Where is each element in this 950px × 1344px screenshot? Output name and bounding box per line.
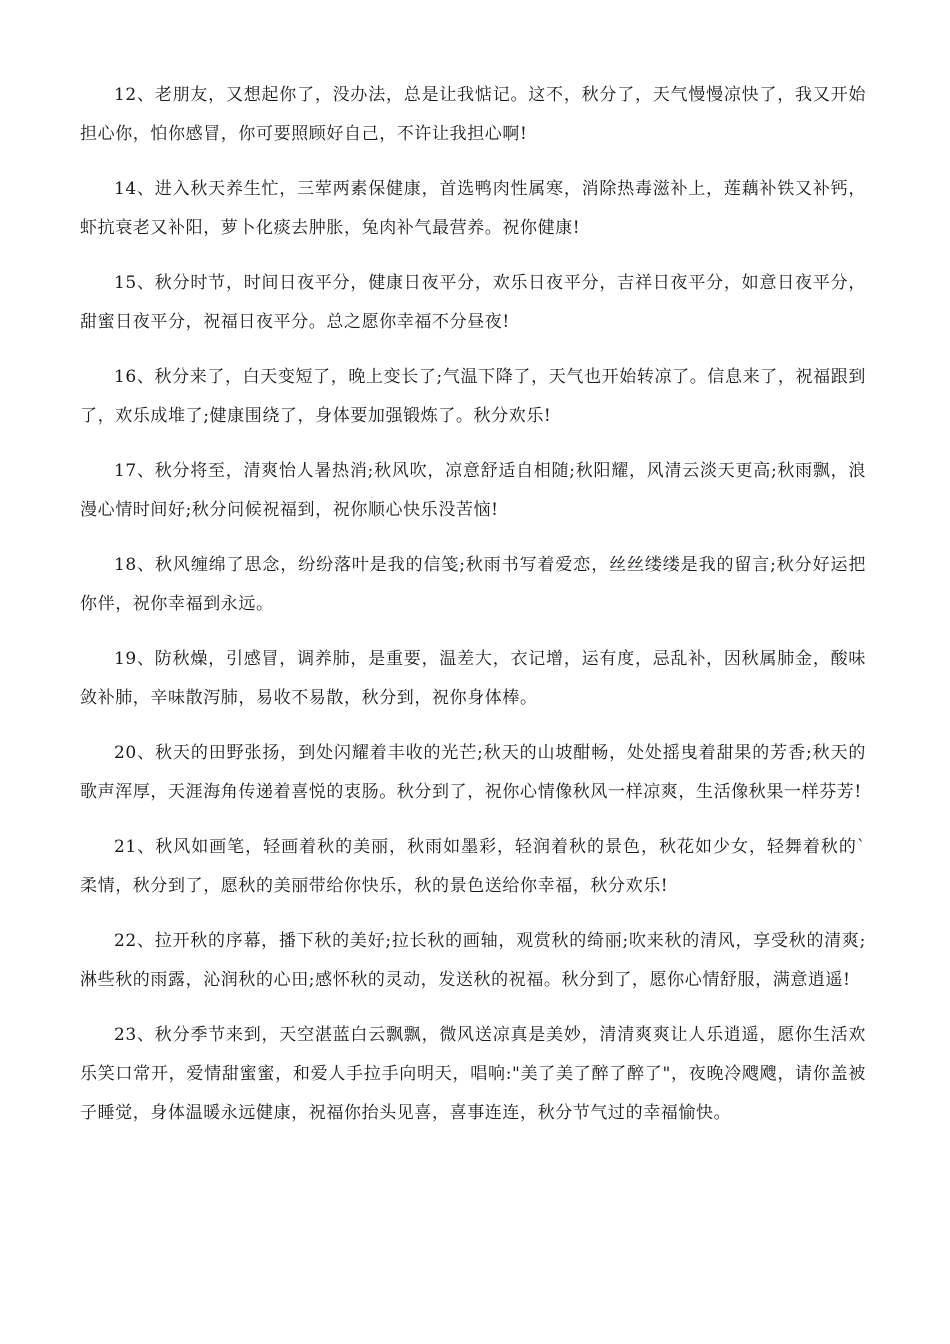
paragraph-20: 20、秋天的田野张扬，到处闪耀着丰收的光芒;秋天的山坡酣畅，处处摇曳着甜果的芳香;秋天的歌声浑厚，天涯海角传递着喜悦的衷肠。秋分到了，祝你心情像秋风一样凉爽，生活像秋果一样芬芳!: [80, 743, 866, 802]
paragraph-18: 18、秋风缠绵了思念，纷纷落叶是我的信笺;秋雨书写着爱恋，丝丝缕缕是我的留言;秋分好运把你伴，祝你幸福到永远。: [80, 555, 866, 614]
paragraph-23: 23、秋分季节来到，天空湛蓝白云飘飘，微风送凉真是美妙，清清爽爽让人乐逍遥，愿你生活欢乐笑口常开，爱情甜蜜蜜，和爱人手拉手向明天，唱响:"美了美了醉了醉了"，夜晚冷飕飕，请你盖被子睡觉，身体温暖永远健康，祝福你抬头见喜，喜事连连，秋分节气过的幸福愉快。: [80, 1025, 866, 1123]
paragraph-15: 15、秋分时节，时间日夜平分，健康日夜平分，欢乐日夜平分，吉祥日夜平分，如意日夜平分，甜蜜日夜平分，祝福日夜平分。总之愿你幸福不分昼夜!: [80, 273, 866, 332]
paragraph-14: 14、进入秋天养生忙，三荤两素保健康，首选鸭肉性属寒，消除热毒滋补上，莲藕补铁又补钙，虾抗衰老又补阳，萝卜化痰去肿胀，兔肉补气最营养。祝你健康!: [80, 179, 866, 238]
paragraph-19: 19、防秋燥，引感冒，调养肺，是重要，温差大，衣记增，运有度，忌乱补，因秋属肺金，酸味敛补肺，辛味散泻肺，易收不易散，秋分到，祝你身体棒。: [80, 649, 866, 708]
paragraph-21: 21、秋风如画笔，轻画着秋的美丽，秋雨如墨彩，轻润着秋的景色，秋花如少女，轻舞着秋的`柔情，秋分到了，愿秋的美丽带给你快乐，秋的景色送给你幸福，秋分欢乐!: [80, 837, 866, 896]
paragraph-12: 12、老朋友，又想起你了，没办法，总是让我惦记。这不，秋分了，天气慢慢凉快了，我又开始担心你，怕你感冒，你可要照顾好自己，不许让我担心啊!: [80, 85, 866, 144]
paragraph-16: 16、秋分来了，白天变短了，晚上变长了;气温下降了，天气也开始转凉了。信息来了，祝福跟到了，欢乐成堆了;健康围绕了，身体要加强锻炼了。秋分欢乐!: [80, 367, 866, 426]
paragraph-22: 22、拉开秋的序幕，播下秋的美好;拉长秋的画轴，观赏秋的绮丽;吹来秋的清风，享受秋的清爽;淋些秋的雨露，沁润秋的心田;感怀秋的灵动，发送秋的祝福。秋分到了，愿你心情舒服，满意逍遥!: [80, 931, 866, 990]
paragraph-17: 17、秋分将至，清爽怡人暑热消;秋风吹，凉意舒适自相随;秋阳耀，风清云淡天更高;秋雨飘，浪漫心情时间好;秋分问候祝福到，祝你顺心快乐没苦恼!: [80, 461, 866, 520]
